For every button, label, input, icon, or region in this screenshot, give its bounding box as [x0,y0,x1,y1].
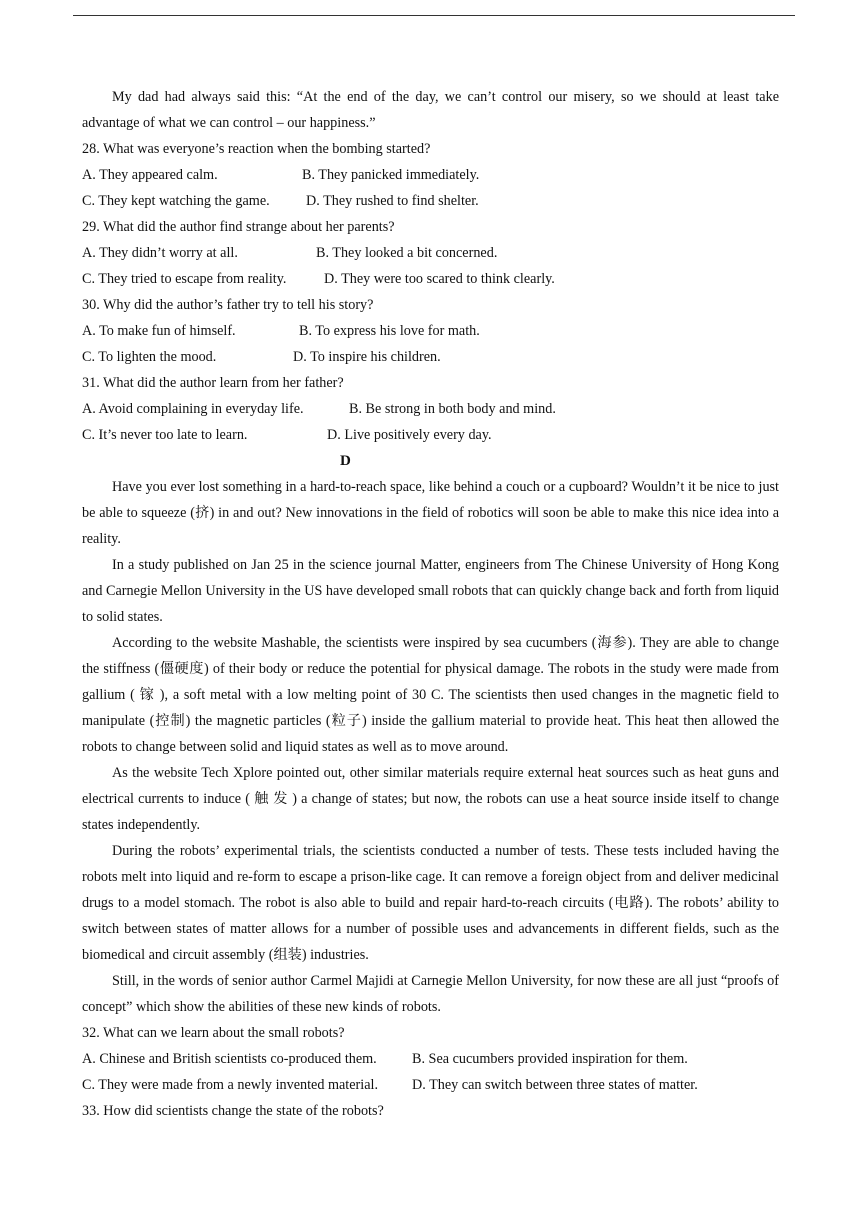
options-row [82,1072,779,1098]
options-row [82,396,779,422]
option-c: C. They kept watching the game. [82,193,270,209]
option-b: B. They looked a bit concerned. [316,245,498,261]
passage-paragraph: According to the website Mashable, the scientists were inspired by sea cucumbers (海参). They are able to change the stiffness (僵硬度) of their body or reduce the potential for physical damage. The robots in the study were made from gallium ( 镓 ), a soft metal with a low melting point of 30 C. The scientists then used changes in the magnetic field to manipulate (控制) the magnetic particles (粒子) inside the gallium material to provide heat. This heat then allowed the robots to change between solid and liquid states as well as to move around. [82,635,779,755]
option-a: A. Avoid complaining in everyday life. [82,401,304,417]
option-d: D. They can switch between three states of matter. [412,1077,698,1093]
question-32: 32. What can we learn about the small robots? [82,1025,345,1041]
options-row [82,422,779,448]
question-30: 30. Why did the author’s father try to tell his story? [82,297,374,313]
options-row [82,266,779,292]
option-c: C. They were made from a newly invented material. [82,1077,378,1093]
options-row [82,188,779,214]
passage-paragraph: As the website Tech Xplore pointed out, other similar materials require external heat sources such as heat guns and electrical currents to induce ( 触 发 ) a change of states; but now, the robots can use a heat source inside itself to change states independently. [82,765,779,833]
option-d: D. They rushed to find shelter. [306,193,479,209]
question-33: 33. How did scientists change the state of the robots? [82,1103,384,1119]
option-b: B. Be strong in both body and mind. [349,401,556,417]
option-d: D. Live positively every day. [327,427,492,443]
options-row [82,318,779,344]
option-d: D. They were too scared to think clearly. [324,271,555,287]
options-row [82,344,779,370]
option-a: A. To make fun of himself. [82,323,236,339]
question-28: 28. What was everyone’s reaction when the bombing started? [82,141,431,157]
options-row [82,1046,779,1072]
passage-paragraph: During the robots’ experimental trials, the scientists conducted a number of tests. These tests included having the robots melt into liquid and re-form to escape a prison-like cage. It can remove a foreign object from and deliver medicinal drugs to a model stomach. The robot is also able to build and repair hard-to-reach circuits (电路). The robots’ ability to switch between states of matter allows for a number of possible uses and advancements in different fields, such as the biomedical and circuit assembly (组装) industries. [82,843,779,963]
question-31: 31. What did the author learn from her father? [82,375,344,391]
option-c: C. It’s never too late to learn. [82,427,248,443]
intro-paragraph: My dad had always said this: “At the end of the day, we can’t control our misery, so we should at least take advantage of what we can control – our happiness.” [82,89,779,131]
section-heading: D [340,453,351,469]
option-a: A. Chinese and British scientists co-produced them. [82,1051,377,1067]
option-b: B. Sea cucumbers provided inspiration for them. [412,1051,688,1067]
passage-paragraph: Still, in the words of senior author Carmel Majidi at Carnegie Mellon University, for now these are all just “proofs of concept” which show the abilities of these new kinds of robots. [82,973,779,1015]
header-rule [73,15,795,16]
question-29: 29. What did the author find strange about her parents? [82,219,395,235]
option-b: B. To express his love for math. [299,323,480,339]
passage-paragraph: Have you ever lost something in a hard-to-reach space, like behind a couch or a cupboard? Wouldn’t it be nice to just be able to squeeze (挤) in and out? New innovations in the field of robotics will soon be able to make this nice idea into a reality. [82,479,779,547]
option-b: B. They panicked immediately. [302,167,480,183]
option-c: C. To lighten the mood. [82,349,217,365]
passage-paragraph: In a study published on Jan 25 in the science journal Matter, engineers from The Chinese University of Hong Kong and Carnegie Mellon University in the US have developed small robots that can quickly change back and forth from liquid to solid states. [82,557,779,625]
options-row [82,240,779,266]
options-row [82,162,779,188]
document-page [82,84,779,1124]
option-c: C. They tried to escape from reality. [82,271,287,287]
option-a: A. They didn’t worry at all. [82,245,238,261]
option-a: A. They appeared calm. [82,167,218,183]
option-d: D. To inspire his children. [293,349,441,365]
